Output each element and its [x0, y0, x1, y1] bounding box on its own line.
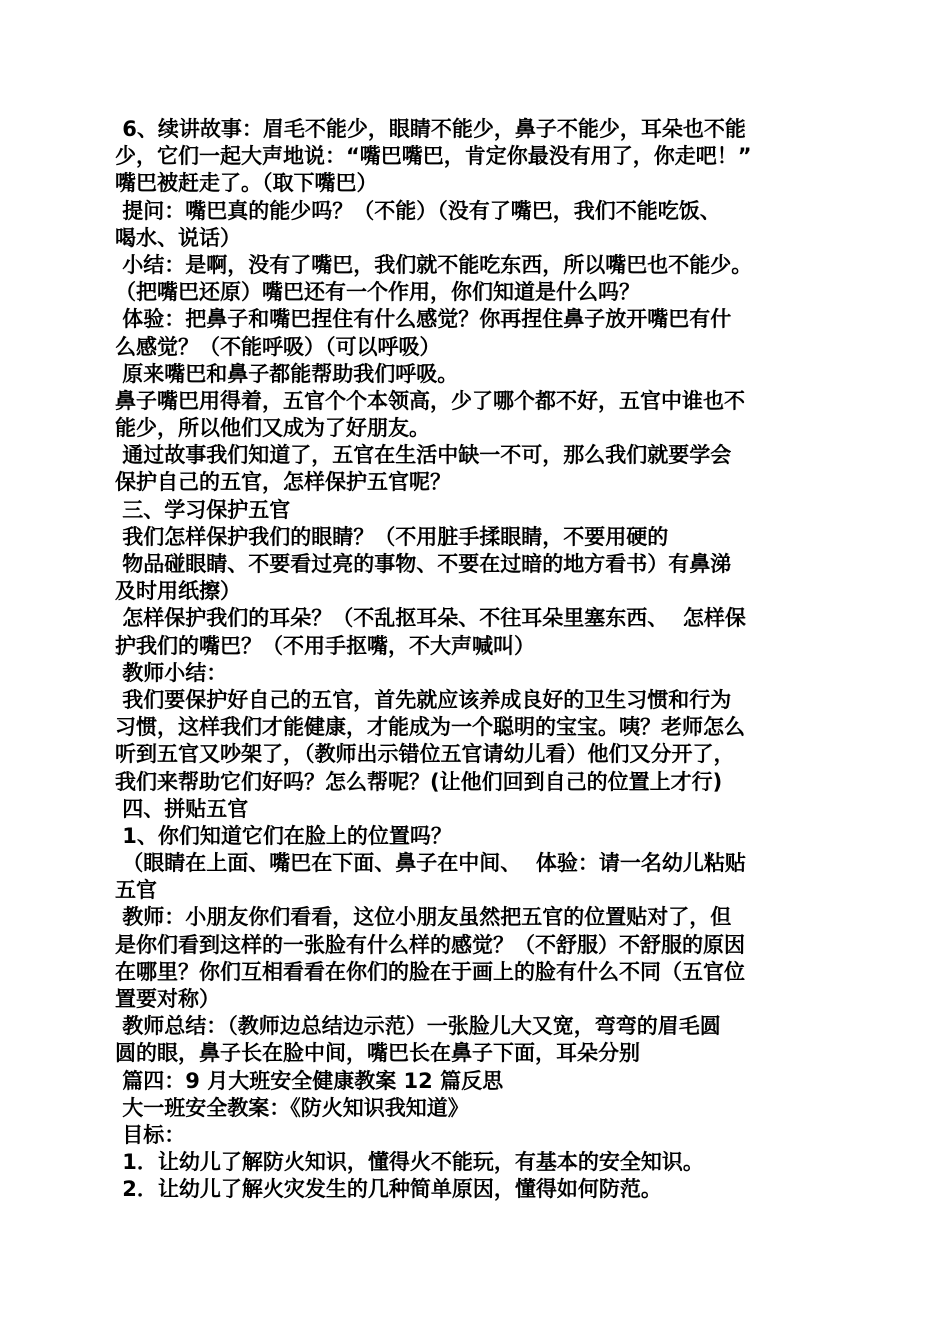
text-line: 6、续讲故事：眉毛不能少，眼睛不能少，鼻子不能少，耳朵也不能: [115, 117, 746, 141]
text-line: 提问：嘴巴真的能少吗？（不能）（没有了嘴巴，我们不能吃饭、: [115, 198, 721, 223]
text-line: 目标：: [115, 1122, 186, 1147]
text-line: 保护自己的五官，怎样保护五官呢？: [115, 470, 451, 495]
text-line: （把嘴巴还原）嘴巴还有一个作用，你们知道是什么吗？: [115, 280, 640, 305]
text-line: 2．让幼儿了解火灾发生的几种简单原因，懂得如何防范。: [115, 1177, 662, 1202]
text-line: 在哪里？你们互相看看在你们的脸在于画上的脸有什么不同（五官位: [115, 959, 745, 984]
text-line: 少，它们一起大声地说：“嘴巴嘴巴，肯定你最没有用了，你走吧！”: [115, 144, 752, 169]
text-line: 听到五官又吵架了，（教师出示错位五官请幼儿看）他们又分开了，: [115, 742, 735, 767]
text-line: 物品碰眼睛、不要看过亮的事物、不要在过暗的地方看书）有鼻涕: [115, 552, 732, 576]
text-line: 么感觉？（不能呼吸）（可以呼吸）: [115, 334, 441, 359]
text-line: （眼睛在上面、嘴巴在下面、鼻子在中间、 体验：请一名幼儿粘贴: [115, 851, 746, 876]
text-line: 篇四：9 月大班安全健康教案 12 篇反思: [115, 1068, 504, 1093]
text-line: 我们要保护好自己的五官，首先就应该养成良好的卫生习惯和行为: [115, 687, 732, 712]
text-line: 是你们看到这样的一张脸有什么样的感觉？（不舒服）不舒服的原因: [115, 932, 745, 957]
text-line: 五官: [115, 878, 157, 903]
text-line: 喝水、说话）: [115, 225, 241, 250]
text-line: 我们来帮助它们好吗？怎么帮呢？(让他们回到自己的位置上才行): [115, 769, 723, 794]
text-line: 圆的眼，鼻子长在脸中间，嘴巴长在鼻子下面，耳朵分别: [115, 1041, 640, 1066]
text-line: 小结：是啊，没有了嘴巴，我们就不能吃东西，所以嘴巴也不能少。: [115, 252, 753, 277]
text-line: 大一班安全教案：《防火知识我知道》: [115, 1095, 469, 1120]
text-line: 怎样保护我们的耳朵？（不乱抠耳朵、不往耳朵里塞东西、 怎样保: [115, 606, 746, 631]
text-line: 置要对称）: [115, 987, 220, 1011]
text-line: 嘴巴被赶走了。（取下嘴巴）: [115, 171, 378, 196]
text-line: 习惯，这样我们才能健康，才能成为一个聪明的宝宝。咦？老师怎么: [115, 715, 745, 740]
text-line: 我们怎样保护我们的眼睛？（不用脏手揉眼睛，不要用硬的: [115, 524, 669, 549]
text-line: 教师总结：（教师边总结边示范）一张脸儿大又宽，弯弯的眉毛圆: [115, 1014, 721, 1039]
text-line: 四、拼贴五官: [115, 796, 249, 821]
text-line: 1．让幼儿了解防火知识，懂得火不能玩，有基本的安全知识。: [115, 1150, 704, 1175]
text-line: 能少，所以他们又成为了好朋友。: [115, 416, 430, 441]
text-line: 教师：小朋友你们看看，这位小朋友虽然把五官的位置贴对了，但: [115, 905, 732, 930]
text-line: 通过故事我们知道了，五官在生活中缺一不可，那么我们就要学会: [115, 443, 732, 468]
text-line: 护我们的嘴巴？（不用手抠嘴，不大声喊叫）: [115, 633, 535, 658]
text-line: 三、学习保护五官: [115, 497, 291, 522]
text-line: 教师小结：: [115, 660, 228, 685]
text-line: 体验：把鼻子和嘴巴捏住有什么感觉？你再捏住鼻子放开嘴巴有什: [115, 307, 732, 332]
text-line: 鼻子嘴巴用得着，五官个个本领高，少了哪个都不好，五官中谁也不: [115, 388, 745, 413]
text-line: 原来嘴巴和鼻子都能帮助我们呼吸。: [115, 361, 459, 386]
document-body: [115, 116, 840, 1204]
text-line: 1、你们知道它们在脸上的位置吗？: [115, 823, 452, 848]
text-line: 及时用纸擦）: [115, 579, 241, 604]
